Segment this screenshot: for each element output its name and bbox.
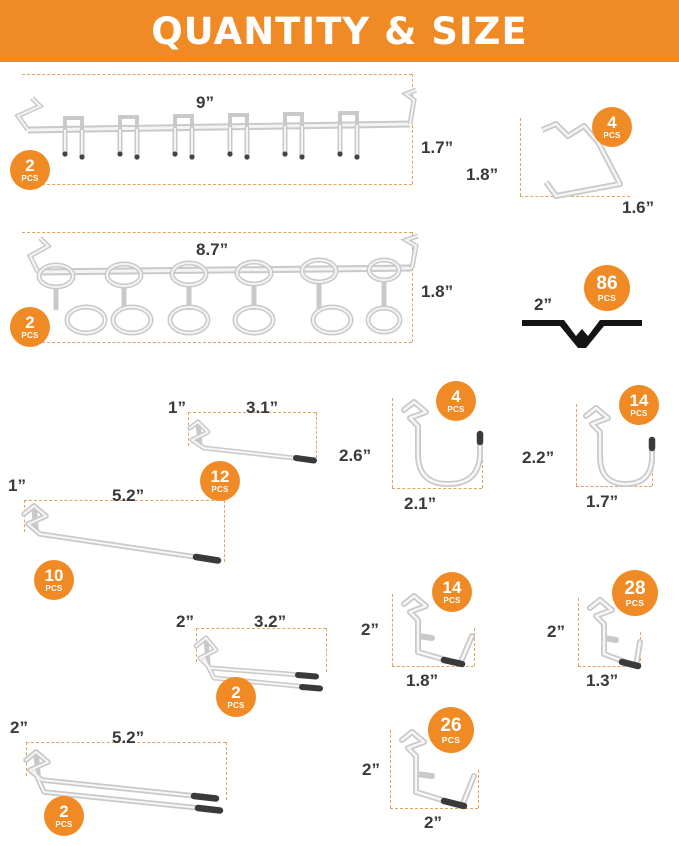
dimension-label: 2”	[424, 813, 442, 832]
quantity-badge	[10, 307, 50, 347]
quantity-unit: PCS	[211, 485, 229, 494]
quantity-badge	[34, 560, 74, 600]
quantity-value: 28	[624, 577, 646, 599]
dimension-label: 9”	[196, 93, 214, 112]
quantity-value: 14	[629, 391, 649, 410]
straight-peg-hook-3-1in	[178, 414, 328, 474]
quantity-badge	[612, 570, 658, 616]
dimension-label: 5.2”	[112, 486, 145, 505]
quantity-unit: PCS	[227, 701, 245, 710]
quantity-unit: PCS	[441, 734, 461, 745]
quantity-badge	[592, 107, 632, 147]
quantity-unit: PCS	[603, 131, 621, 140]
quantity-badge	[619, 385, 659, 425]
quantity-value: 10	[44, 566, 64, 585]
quantity-value: 2	[231, 683, 241, 702]
dimension-label: 2”	[547, 622, 565, 641]
dimension-label: 1”	[168, 398, 186, 417]
quantity-value: 12	[210, 467, 230, 486]
double-prong-hook-3-2in	[182, 630, 332, 704]
quantity-unit: PCS	[625, 597, 645, 608]
straight-peg-hook-5-2in	[10, 498, 230, 570]
quantity-value: 4	[607, 113, 617, 132]
dimension-label: 1.8”	[406, 671, 439, 690]
dimension-label: 1.7”	[586, 492, 619, 511]
dimension-label: 1.7”	[421, 138, 454, 157]
dimension-label: 1.8”	[466, 165, 499, 184]
quantity-unit: PCS	[443, 596, 461, 605]
quantity-value: 14	[442, 578, 462, 597]
multi-peg-hook-bar-9in	[10, 78, 420, 188]
dimension-label: 8.7”	[196, 240, 229, 259]
quantity-badge	[584, 265, 630, 311]
quantity-unit: PCS	[630, 409, 648, 418]
dimension-label: 3.1”	[246, 398, 279, 417]
dimension-label: 1”	[8, 476, 26, 495]
page-title: QUANTITY & SIZE	[151, 9, 528, 53]
quantity-unit: PCS	[447, 405, 465, 414]
quantity-badge	[200, 461, 240, 501]
dimension-label: 2”	[534, 295, 552, 314]
quantity-value: 2	[59, 802, 69, 821]
dimension-label: 5.2”	[112, 728, 145, 747]
dimension-label: 2.6”	[339, 446, 372, 465]
dimension-label: 2”	[10, 718, 28, 737]
quantity-unit: PCS	[21, 331, 39, 340]
dimension-label: 3.2”	[254, 612, 287, 631]
quantity-unit: PCS	[597, 292, 617, 303]
dimension-label: 2.1”	[404, 494, 437, 513]
quantity-value: 2	[25, 313, 35, 332]
plastic-peg-lock	[518, 312, 648, 357]
dimension-label: 1.3”	[586, 671, 619, 690]
dimension-label: 1.8”	[421, 282, 454, 301]
quantity-value: 2	[25, 156, 35, 175]
dimension-label: 2”	[362, 760, 380, 779]
quantity-badge	[432, 572, 472, 612]
dimension-label: 2.2”	[522, 448, 555, 467]
quantity-unit: PCS	[45, 584, 63, 593]
quantity-badge	[44, 796, 84, 836]
quantity-value: 26	[440, 714, 462, 736]
quantity-badge	[428, 707, 474, 753]
quantity-badge	[10, 150, 50, 190]
quantity-unit: PCS	[55, 820, 73, 829]
dimension-label: 2”	[361, 620, 379, 639]
header-bar	[0, 0, 679, 62]
quantity-badge	[216, 677, 256, 717]
quantity-value: 4	[451, 387, 461, 406]
guide-line	[22, 74, 412, 75]
dimension-label: 1.6”	[622, 198, 655, 217]
quantity-badge	[436, 381, 476, 421]
quantity-value: 86	[596, 272, 618, 294]
quantity-unit: PCS	[21, 174, 39, 183]
dimension-label: 2”	[176, 612, 194, 631]
